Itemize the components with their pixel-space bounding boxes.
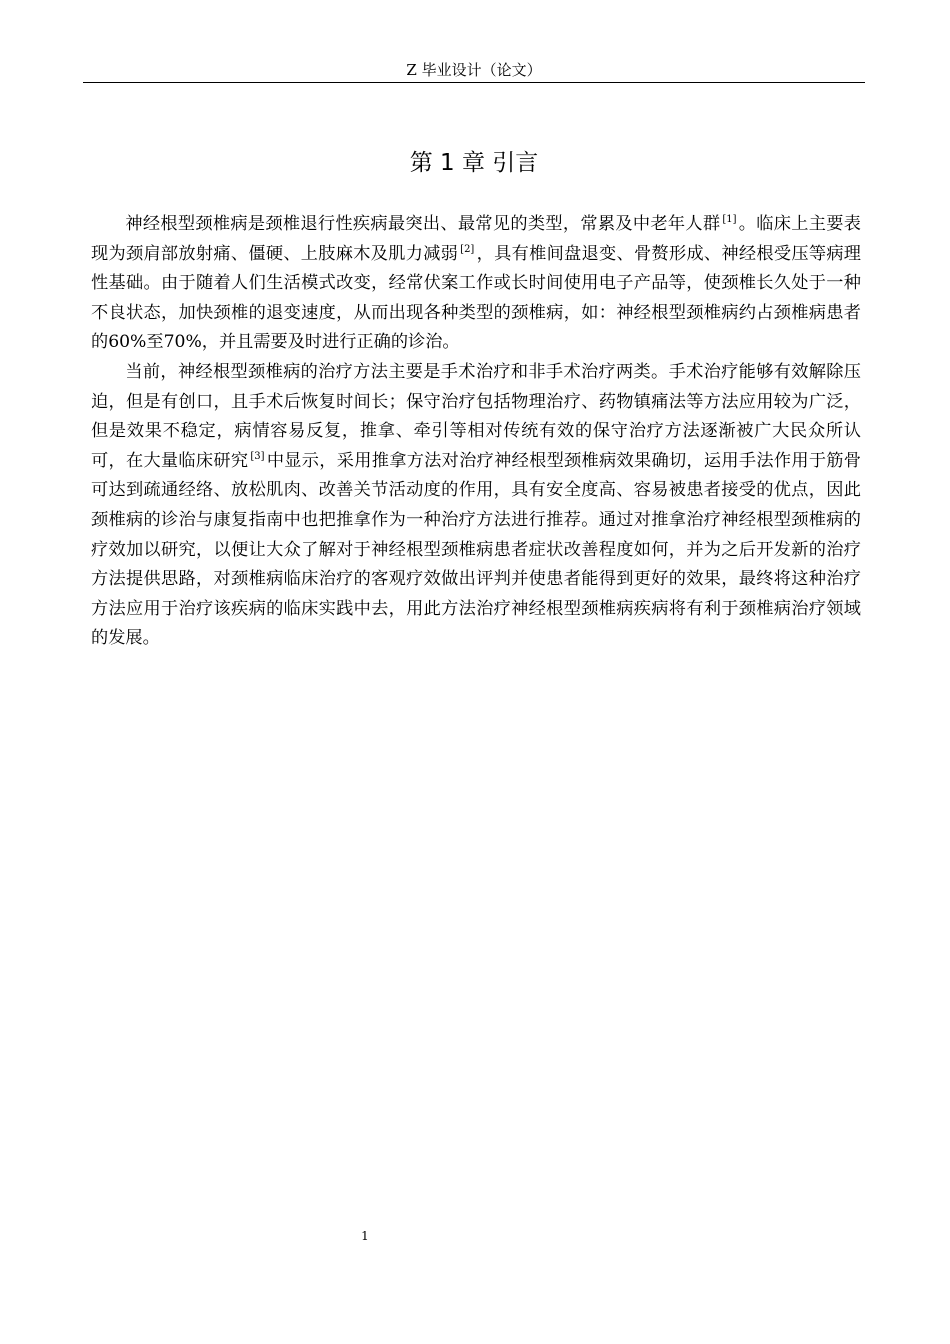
paragraph-1-text-1: 神经根型颈椎病是颈椎退行性疾病最突出、最常见的类型，常累及中老年人群: [125, 214, 721, 234]
citation-2: [2]: [460, 243, 475, 255]
citation-1: [1]: [722, 214, 737, 226]
chapter-title: 第 1 章 引言: [409, 150, 539, 176]
paragraph-2-text-1: 当前，神经根型颈椎病的治疗方法主要是手术治疗和非手术治疗两类。手术治疗能够有效解除压迫，但是有创口，且手术后恢复时间长；保守治疗包括物理治疗、药物镇痛法等方法应用较为广泛，但是效果不稳定，病情容易反复，推拿、牵引等相对传统有效的保守治疗方法逐渐被广大民众所认可，在大量临床研究: [91, 361, 861, 471]
paragraph-2-text-2: 中显示，采用推拿方法对治疗神经根型颈椎病效果确切，运用手法作用于筋骨可达到疏通经络、放松肌肉、改善关节活动度的作用，具有安全度高、容易被患者接受的优点，因此颈椎病的诊治与康复指南中也把推拿作为一种治疗方法进行推荐。通过对推拿治疗神经根型颈椎病的疗效加以研究，以便让大众了解对于神经根型颈椎病患者症状改善程度如何，并为之后开发新的治疗方法提供思路，对颈椎病临床治疗的客观疗效做出评判并使患者能得到更好的效果，最终将这种治疗方法应用于治疗该疾病的临床实践中去，用此方法治疗神经根型颈椎病疾病将有利于颈椎病治疗领域的发展。: [91, 450, 861, 649]
citation-3: [3]: [250, 451, 265, 463]
paragraph-1: [91, 210, 861, 358]
body-text: [91, 210, 861, 654]
paragraph-1-text-2: 。临床上主要表现为颈肩部放射痛、僵硬、上肢麻木及肌力减弱: [91, 214, 861, 264]
header-text: Z 毕业设计（论文）: [406, 61, 542, 79]
page-header: [83, 60, 865, 83]
paragraph-1-text-3: ，具有椎间盘退变、骨赘形成、神经根受压等病理性基础。由于随着人们生活模式改变，经常伏案工作或长时间使用电子产品等，使颈椎长久处于一种不良状态，加快颈椎的退变速度，从而出现各种类型的颈椎病，如：神经根型颈椎病约占颈椎病患者的60%至70%，并且需要及时进行正确的诊治。: [91, 243, 861, 353]
paragraph-2: [91, 358, 861, 654]
page-number: 1: [361, 1229, 369, 1243]
